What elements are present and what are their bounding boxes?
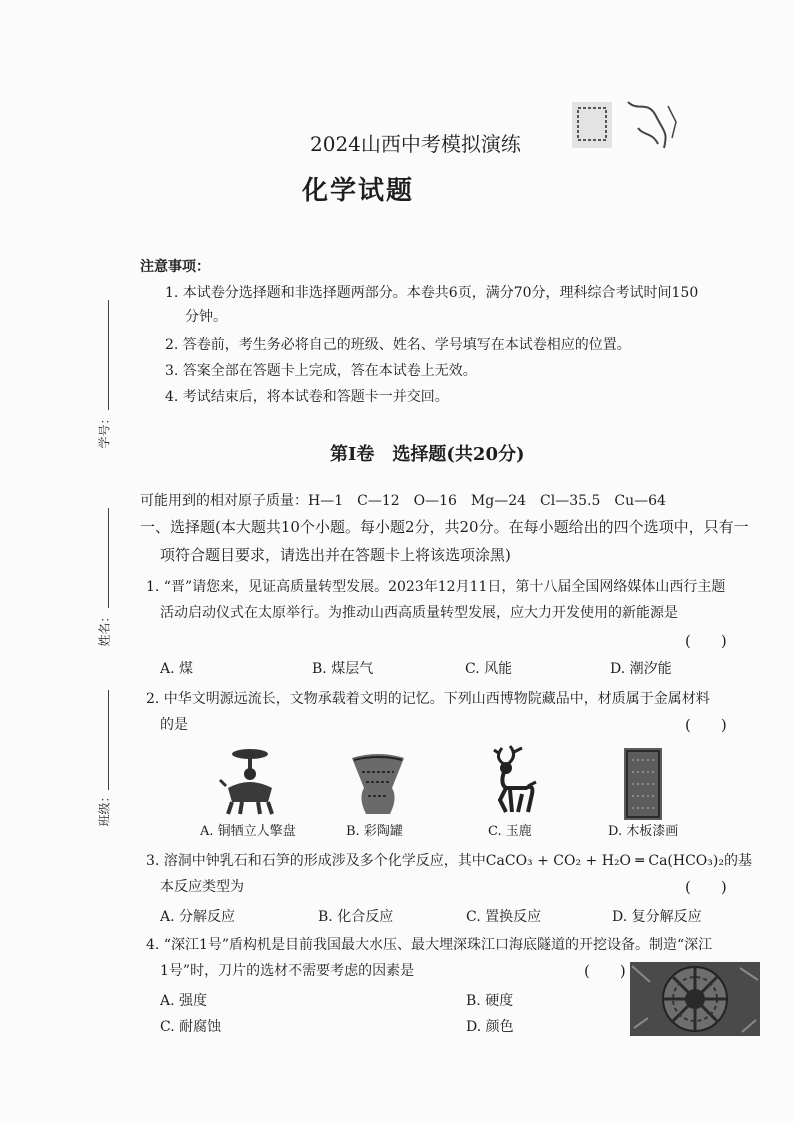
notice-item-1: 1. 本试卷分选择题和非选择题两部分。本卷共6页，满分70分，理科综合考试时间150 [165, 285, 699, 301]
q4-answer-paren: ( ) [584, 962, 626, 980]
jade-deer-image [484, 744, 540, 816]
instructions-line1: 一、选择题(本大题共10个小题。每小题2分，共20分。在每小题给出的四个选项中，只有一 [140, 518, 749, 536]
q1-option-d: D. 潮汐能 [610, 661, 672, 677]
atomic-masses: 可能用到的相对原子质量：H—1 C—12 O—16 Mg—24 Cl—35.5 Cu—64 [140, 493, 666, 509]
q4-line2: 1号”时，刀片的选材不需要考虑的因素是 [160, 963, 415, 979]
notice-item-2: 2. 答卷前，考生务必将自己的班级、姓名、学号填写在本试卷相应的位置。 [165, 337, 631, 353]
q1-answer-paren: ( ) [685, 632, 727, 650]
section-title: 第Ⅰ卷 选择题(共20分) [330, 444, 525, 465]
notice-item-3: 3. 答案全部在答题卡上完成，答在本试卷上无效。 [165, 363, 477, 379]
banji-label: 班级： [97, 790, 112, 827]
notice-item-1-cont: 分钟。 [185, 309, 227, 325]
exam-title: 2024山西中考模拟演练 [310, 132, 521, 156]
q1-option-a: A. 煤 [160, 661, 194, 677]
q1-option-b: B. 煤层气 [312, 661, 374, 677]
q2-option-b: B. 彩陶罐 [346, 824, 403, 839]
q4-option-a: A. 强度 [160, 993, 208, 1009]
q4-option-c: C. 耐腐蚀 [160, 1019, 222, 1035]
q4-option-b: B. 硬度 [466, 993, 514, 1009]
q2-option-d: D. 木板漆画 [608, 824, 679, 839]
q1-line2: 活动启动仪式在太原举行。为推动山西高质量转型发展，应大力开发使用的新能源是 [160, 605, 678, 621]
xingming-label: 姓名： [97, 610, 112, 647]
instructions-line2: 项符合题目要求，请选出并在答题卡上将该选项涂黑) [160, 546, 511, 564]
q1-option-c: C. 风能 [465, 661, 513, 677]
bronze-figure-plate-image [218, 746, 282, 816]
xuehao-line [108, 300, 109, 410]
wooden-lacquer-painting-image [624, 748, 662, 820]
q3-line1: 3. 溶洞中钟乳石和石笋的形成涉及多个化学反应，其中CaCO₃ + CO₂ + H₂O ═ Ca(HCO₃)₂的基 [146, 853, 752, 869]
subject-title: 化学试题 [302, 176, 415, 206]
q4-line1: 4. “深江1号”盾构机是目前我国最大水压、最大埋深珠江口海底隧道的开挖设备。制造“深江 [146, 937, 713, 953]
q3-option-a: A. 分解反应 [160, 909, 236, 925]
notice-item-4: 4. 考试结束后，将本试卷和答题卡一并交回。 [165, 389, 449, 405]
q2-answer-paren: ( ) [685, 716, 727, 734]
q3-option-d: D. 复分解反应 [612, 909, 702, 925]
stamp-mark [568, 92, 688, 164]
q3-option-c: C. 置换反应 [466, 909, 542, 925]
q3-line2: 本反应类型为 [160, 879, 244, 895]
q2-line1: 2. 中华文明源远流长，文物承载着文明的记忆。下列山西博物院藏品中，材质属于金属材料 [146, 691, 710, 707]
q3-option-b: B. 化合反应 [318, 909, 394, 925]
notice-heading: 注意事项： [140, 259, 210, 275]
q2-option-c: C. 玉鹿 [488, 824, 532, 839]
q1-line1: 1. “晋”请您来，见证高质量转型发展。2023年12月11日，第十八届全国网络媒体山西行主题 [146, 579, 726, 595]
xingming-line [108, 508, 109, 608]
q2-option-a: A. 铜牺立人擎盘 [200, 824, 296, 839]
xuehao-label: 学号： [97, 412, 112, 449]
shield-machine-cutter-image [630, 962, 760, 1036]
q3-answer-paren: ( ) [685, 878, 727, 896]
q4-option-d: D. 颜色 [466, 1019, 514, 1035]
painted-pottery-jar-image [348, 752, 408, 816]
q2-line2: 的是 [160, 717, 188, 733]
banji-line [108, 690, 109, 790]
